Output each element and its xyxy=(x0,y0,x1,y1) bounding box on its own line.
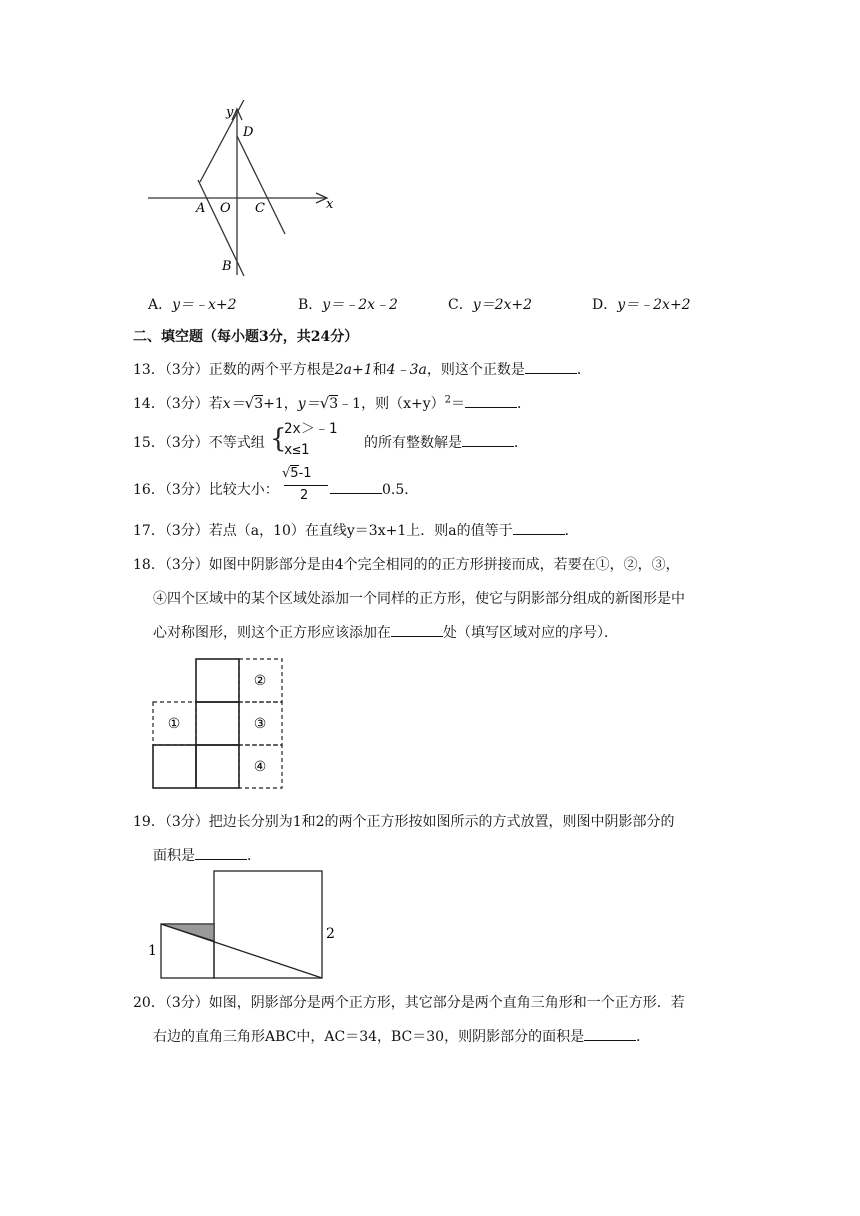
label-b: B xyxy=(222,259,232,274)
label-o: O xyxy=(220,201,231,216)
section-title: 二、填空题（每小题3分，共24分） xyxy=(133,329,359,345)
label-x: x xyxy=(326,197,334,212)
answer-blank xyxy=(195,845,247,860)
big-square-side-label: 2 xyxy=(326,926,335,942)
label-y: y xyxy=(226,105,234,120)
question-15-prefix: 15．（3分）不等式组 xyxy=(133,435,265,451)
question-15-suffix: 的所有整数解是 ． xyxy=(364,432,528,452)
fraction-bar xyxy=(284,485,328,486)
option-c: C．y＝2x+2 xyxy=(448,297,533,313)
label-c: C xyxy=(255,201,265,216)
question-17: 17．（3分）若点（a，10）在直线y＝3x+1上．则a的值等于 ． xyxy=(133,520,579,540)
answer-blank xyxy=(465,393,517,408)
option-d: D．y＝﹣2x+2 xyxy=(592,297,691,313)
question-20-line-2: 右边的直角三角形ABC中，AC＝34，BC＝30，则阴影部分的面积是 ． xyxy=(153,1026,650,1046)
linear-function-graph xyxy=(140,100,350,280)
question-18-line-1: 18．（3分）如图中阴影部分是由4个完全相同的的正方形拼接而成，若要在①，②，③， xyxy=(133,557,680,573)
answer-blank xyxy=(584,1026,636,1041)
question-19-line-1: 19．（3分）把边长分别为1和2的两个正方形按如图所示的方式放置，则图中阴影部分的 xyxy=(133,814,675,830)
fraction-denominator: 2 xyxy=(300,488,309,503)
inequality-2: x≤1 xyxy=(284,442,310,458)
brace-icon: { xyxy=(270,424,287,454)
question-16-prefix: 16．（3分）比较大小： xyxy=(133,482,279,498)
sqrt-symbol: √ xyxy=(244,394,255,412)
question-16-suffix: 0.5． xyxy=(330,479,418,499)
label-d: D xyxy=(243,125,254,140)
option-b: B．y＝﹣2x﹣2 xyxy=(298,297,398,313)
option-a: A．y＝﹣x+2 xyxy=(148,297,237,313)
two-squares-figure xyxy=(140,868,340,982)
fraction-numerator: √5-1 xyxy=(282,466,312,481)
answer-blank xyxy=(525,359,577,374)
question-18-line-3: 心对称图形，则这个正方形应该添加在 处（填写区域对应的序号）． xyxy=(153,622,618,642)
answer-blank xyxy=(462,432,514,447)
answer-blank xyxy=(513,520,565,535)
answer-blank xyxy=(391,622,443,637)
inequality-1: 2x＞﹣1 xyxy=(284,421,338,437)
region-2: ② xyxy=(253,673,267,689)
squares-figure xyxy=(150,657,286,791)
question-20-line-1: 20．（3分）如图，阴影部分是两个正方形，其它部分是两个直角三角形和一个正方形．若 xyxy=(133,995,685,1011)
region-1: ① xyxy=(167,716,181,732)
label-a: A xyxy=(196,201,206,216)
answer-blank xyxy=(330,479,382,494)
question-18-line-2: ④四个区域中的某个区域处添加一个同样的正方形，使它与阴影部分组成的新图形是中 xyxy=(153,591,685,607)
small-square-side-label: 1 xyxy=(148,943,157,959)
question-13: 13．（3分）正数的两个平方根是2a+1和4﹣3a，则这个正数是 ． xyxy=(133,359,591,379)
region-4: ④ xyxy=(253,759,267,775)
region-3: ③ xyxy=(253,716,267,732)
question-19-line-2: 面积是 ． xyxy=(153,845,261,865)
question-14: 14．（3分）若x＝√3+1，y＝√3﹣1，则$(x+y)^2=$ ． xyxy=(133,394,532,412)
sqrt-symbol: √ xyxy=(319,394,330,412)
